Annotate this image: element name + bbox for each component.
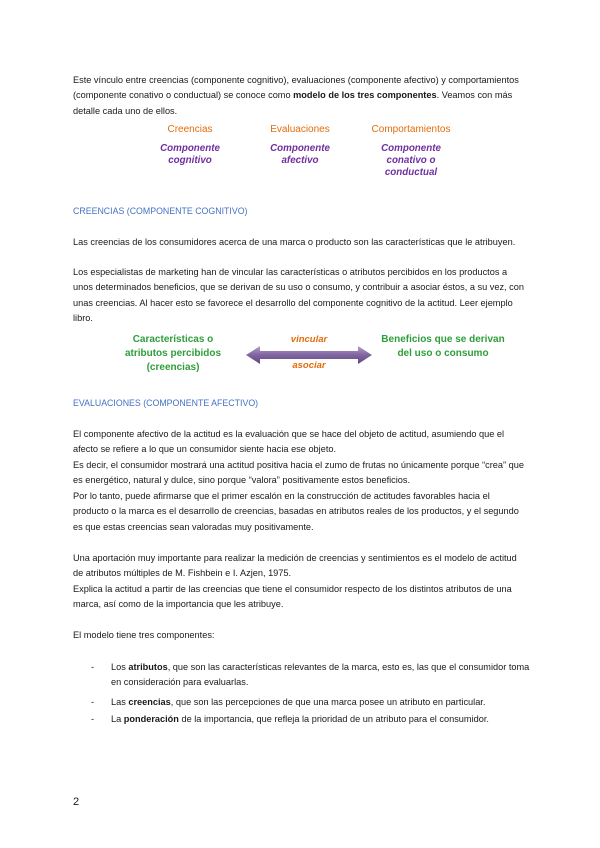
intro-text: Este vínculo entre creencias (componente cognitivo), evaluaciones (componente afectivo) y comportamientos (componente conativo o conductual) se conoce como [73,75,519,101]
list-item [73,695,533,710]
evaluaciones-paragraph-1: El componente afectivo de la actitud es la evaluación que se hace del objeto de actitud, asumiendo que el afecto se refiere a lo que un consumidor siente hacia ese objeto. [73,429,505,455]
list-dash: - [91,696,95,707]
evaluaciones-paragraph-3: Por lo tanto, puede afirmarse que el primer escalón en la construcción de actitudes favorables hacia el producto o la marca es el desarrollo de creencias, basadas en atributos reales de los productos, y el segundo es que estas creencias sean valoradas muy positivamente. [73,491,519,532]
list-item-text-end: , que son las percepciones de que una marca posee un atributo en particular. [170,696,486,707]
component-sub: Componente cognitivo [160,143,220,166]
link-diagram [110,333,510,377]
intro-bold: modelo de los tres componentes [293,90,437,101]
link-diagram-top-label: vincular [290,334,328,345]
component-sub: Componente afectivo [270,143,330,166]
list-item-text: Los [111,662,129,672]
creencias-paragraph-2: Los especialistas de marketing han de vincular las características o atributos percibidos en los productos a unos determinados beneficios, que se derivan de su uso o consumo, y contribuir a asociar éstos, a su vez, con unas creencias. Al hacer esto se favorece el desarrollo del componente cognitivo de la actitud. Leer ejemplo libro. [73,267,524,324]
components-diagram [140,123,460,185]
section-heading-creencias: CREENCIAS (COMPONENTE COGNITIVO) [73,206,248,216]
component-sub: Componente conativo o conductual [381,143,441,178]
evaluaciones-paragraph-6: El modelo tiene tres componentes: [73,630,215,640]
intro-text-end: . Veamos con más detalle cada uno de ellos. [73,90,513,116]
section-heading-evaluaciones: EVALUACIONES (COMPONENTE AFECTIVO) [73,398,259,408]
link-diagram-left-text: Características o atributos percibidos (creencias) [124,334,222,373]
list-item [73,660,533,691]
list-item-text: La [111,714,124,725]
list-item [73,712,533,727]
list-item-bold: creencias [128,696,171,707]
model-components-list [73,660,533,730]
component-conativo [356,123,466,179]
link-diagram-right-text: Beneficios que se derivan del uso o consumo [381,334,505,359]
evaluaciones-paragraph-4: Una aportación muy importante para realizar la medición de creencias y sentimientos es el modelo de actitud de atributos múltiples de M. Fishbein e I. Azjen, 1975. [73,553,517,579]
link-diagram-bottom-label: asociar [292,360,326,371]
intro-paragraph [73,73,528,119]
evaluaciones-paragraph-2: Es decir, el consumidor mostrará una actitud positiva hacia el zumo de frutas no únicamente porque “crea” que es energético, natural y dulce, sino porque “valora” positivamente estos beneficios. [73,460,524,486]
list-item-bold: atributos [128,662,168,672]
evaluaciones-paragraph-5: Explica la actitud a partir de las creencias que tiene el consumidor respecto de los distintos atributos de una marca, así como de la importancia que les atribuye. [73,584,512,610]
component-header: Creencias [167,124,213,135]
list-item-text: Las [111,696,129,707]
component-afectivo [258,123,342,167]
list-dash: - [91,662,95,672]
list-item-text-end: de la importancia, que refleja la prioridad de un atributo para el consumidor. [178,714,489,725]
list-dash: - [91,714,95,725]
list-item-text-end: , que son las características relevantes de la marca, esto es, las que el consumidor toma en consideración para evaluarlas. [111,662,530,688]
component-header: Evaluaciones [270,124,330,135]
page-number: 2 [73,796,80,808]
list-item-bold: ponderación [123,714,179,725]
component-cognitivo [140,123,240,167]
component-header: Comportamientos [371,124,451,135]
creencias-paragraph-1: Las creencias de los consumidores acerca de una marca o producto son las características que le atribuyen. [73,237,516,247]
